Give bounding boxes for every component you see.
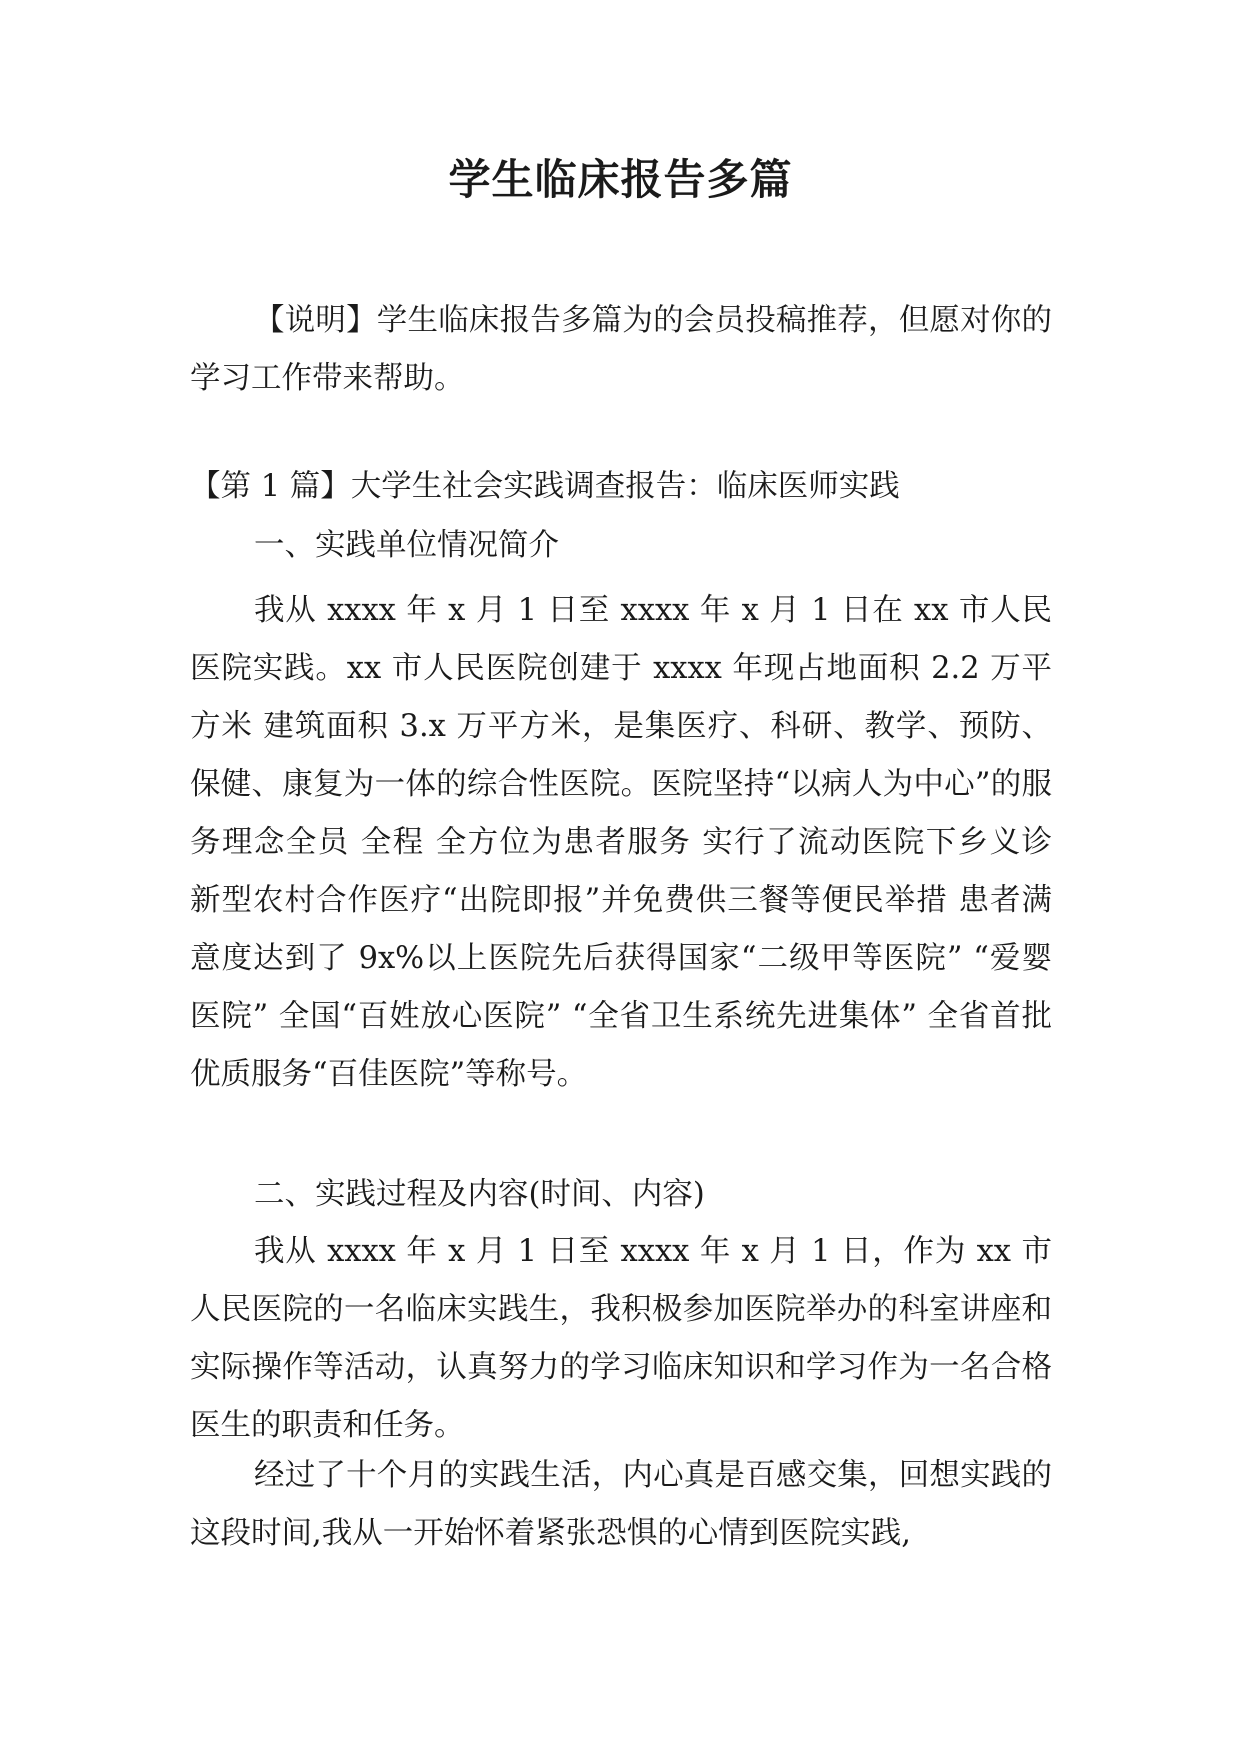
- body-paragraph-3: 经过了十个月的实践生活，内心真是百感交集，回想实践的这段时间,我从一开始怀着紧张恐惧的心情到医院实践,: [190, 1458, 1052, 1551]
- article-heading: 【第 1 篇】大学生社会实践调查报告：临床医师实践: [190, 469, 900, 504]
- section-heading-2: 二、实践过程及内容(时间、内容): [254, 1177, 705, 1212]
- body-paragraph-1: 我从 xxxx 年 x 月 1 日至 xxxx 年 x 月 1 日在 xx 市人民医院实践。xx 市人民医院创建于 xxxx 年现占地面积 2.2 万平方米 建筑面积 3.x 万平方米，是集医疗、科研、教学、预防、保健、康复为一体的综合性医院。医院坚持“以病人为中心”的服务理念全员 全程 全方位为患者服务 实行了流动医院下乡义诊 新型农村合作医疗“出院即报”并免费供三餐等便民举措 患者满意度达到了 9x%以上医院先后获得国家“二级甲等医院” “爱婴医院” 全国“百姓放心医院” “全省卫生系统先进集体” 全省首批优质服务“百佳医院”等称号。: [190, 593, 1052, 1092]
- body-paragraph-2: 我从 xxxx 年 x 月 1 日至 xxxx 年 x 月 1 日，作为 xx 市人民医院的一名临床实践生，我积极参加医院举办的科室讲座和实际操作等活动，认真努力的学习临床知识和学习作为一名合格医生的职责和任务。: [190, 1234, 1052, 1443]
- section-heading-1: 一、实践单位情况简介: [254, 528, 559, 563]
- document-title: 学生临床报告多篇: [448, 155, 793, 204]
- intro-paragraph: 【说明】学生临床报告多篇为的会员投稿推荐，但愿对你的学习工作带来帮助。: [190, 303, 1052, 396]
